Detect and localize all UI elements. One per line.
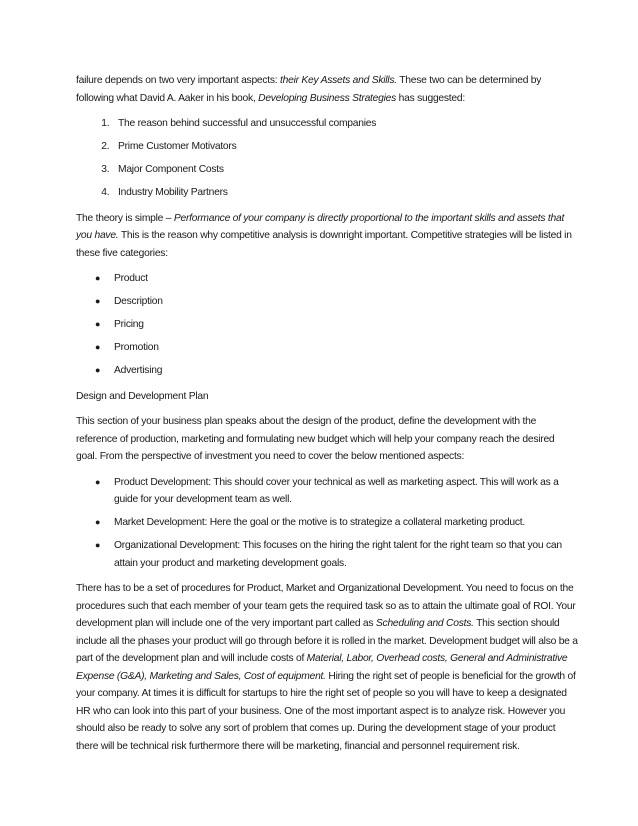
intro-book-title: Developing Business Strategies xyxy=(258,92,397,104)
numbered-list-item: 2. Prime Customer Motivators xyxy=(112,138,578,156)
numbered-list xyxy=(76,115,578,202)
numbered-list-item: 1. The reason behind successful and unsuccessful companies xyxy=(112,115,578,133)
intro-text-2: These two can be determined by following what David A. Aaker in his book, xyxy=(76,75,542,104)
bullet-icon: ● xyxy=(95,365,101,375)
bullet-icon: ● xyxy=(95,476,101,487)
theory-text-1: The theory is simple – xyxy=(76,212,174,224)
theory-paragraph xyxy=(76,210,578,263)
closing-emphasis-costs: Material, Labor, Overhead costs, General and Administrative Expense (G&A), Marketing and Sales, Cost of equipment. xyxy=(76,653,568,682)
closing-emphasis-scheduling: Scheduling and Costs. xyxy=(375,618,474,629)
intro-text-3: has suggested: xyxy=(396,92,465,104)
theory-emphasis: Performance of your company is directly proportional to the important skills and assets that you have. xyxy=(76,212,565,241)
section-heading: Design and Development Plan xyxy=(76,390,209,402)
bullet-icon: ● xyxy=(95,342,101,352)
numbered-list-item: 4. Industry Mobility Partners xyxy=(112,184,578,202)
intro-paragraph xyxy=(76,72,578,107)
aspects-list xyxy=(76,474,578,573)
aspect-text: Market Development: Here the goal or the motive is to strategize a collateral marketing product. xyxy=(114,517,525,528)
bullet-icon: ● xyxy=(95,517,101,527)
aspect-text: Product Development: This should cover your technical as well as marketing aspect. This will work as a guide for your development team as well. xyxy=(114,476,559,505)
theory-text-2: This is the reason why competitive analysis is downright important. Competitive strategies will be listed in these five categories: xyxy=(76,230,572,259)
section-intro-paragraph: This section of your business plan speaks about the design of the product, define the development with the reference of production, marketing and formulating new budget which will help your company reach the desired goal. From the perspective of investment you need to cover the below mentioned aspects: xyxy=(76,416,555,462)
aspect-item xyxy=(95,514,578,532)
intro-text-1: failure depends on two very important aspects: xyxy=(76,75,281,86)
closing-text-3: Hiring the right set of people is beneficial for the growth of your company. At times it is difficult for startups to hire the right set of people so you will have to keep a designated HR who can look into this part of your business. One of the most important aspect is to analyze risk. However you should also be ready to solve any sort of problem that comes up. During the development stage of your product there will be technical risk furthermore there will be marketing, financial and personnel requirement risk. xyxy=(76,670,576,752)
closing-text-1: There has to be a set of procedures for Product, Market and Organizational Development. You need to focus on the procedures such that each member of your team gets the required task so as to attain the ultimate goal of ROI. Your development plan will include one of the very important part called as xyxy=(76,583,576,629)
category-label: Pricing xyxy=(114,319,144,330)
bullet-icon: ● xyxy=(95,319,101,329)
intro-emphasis-key-assets: their Key Assets and Skills. xyxy=(280,75,397,86)
bullet-icon: ● xyxy=(95,540,101,550)
categories-list xyxy=(76,270,578,380)
category-item xyxy=(95,339,578,357)
category-item xyxy=(95,362,578,380)
bullet-icon: ● xyxy=(95,273,101,283)
category-label: Promotion xyxy=(114,342,159,353)
aspect-text: Organizational Development: This focuses on the hiring the right talent for the right team so that you can attain your product and marketing development goals. xyxy=(114,540,562,569)
closing-text-2: This section should include all the phases your product will go through before it is rolled in the market. Development budget will also be a part of the development plan and will include costs of xyxy=(76,618,578,664)
category-label: Advertising xyxy=(114,365,163,376)
closing-paragraph xyxy=(76,580,578,755)
aspect-item xyxy=(95,474,578,509)
category-item xyxy=(95,270,578,288)
category-label: Description xyxy=(114,296,163,307)
category-item xyxy=(95,293,578,311)
aspect-item xyxy=(95,537,578,572)
bullet-icon: ● xyxy=(95,296,101,306)
category-label: Product xyxy=(114,273,148,284)
category-item xyxy=(95,316,578,334)
numbered-list-item: 3. Major Component Costs xyxy=(112,161,578,179)
